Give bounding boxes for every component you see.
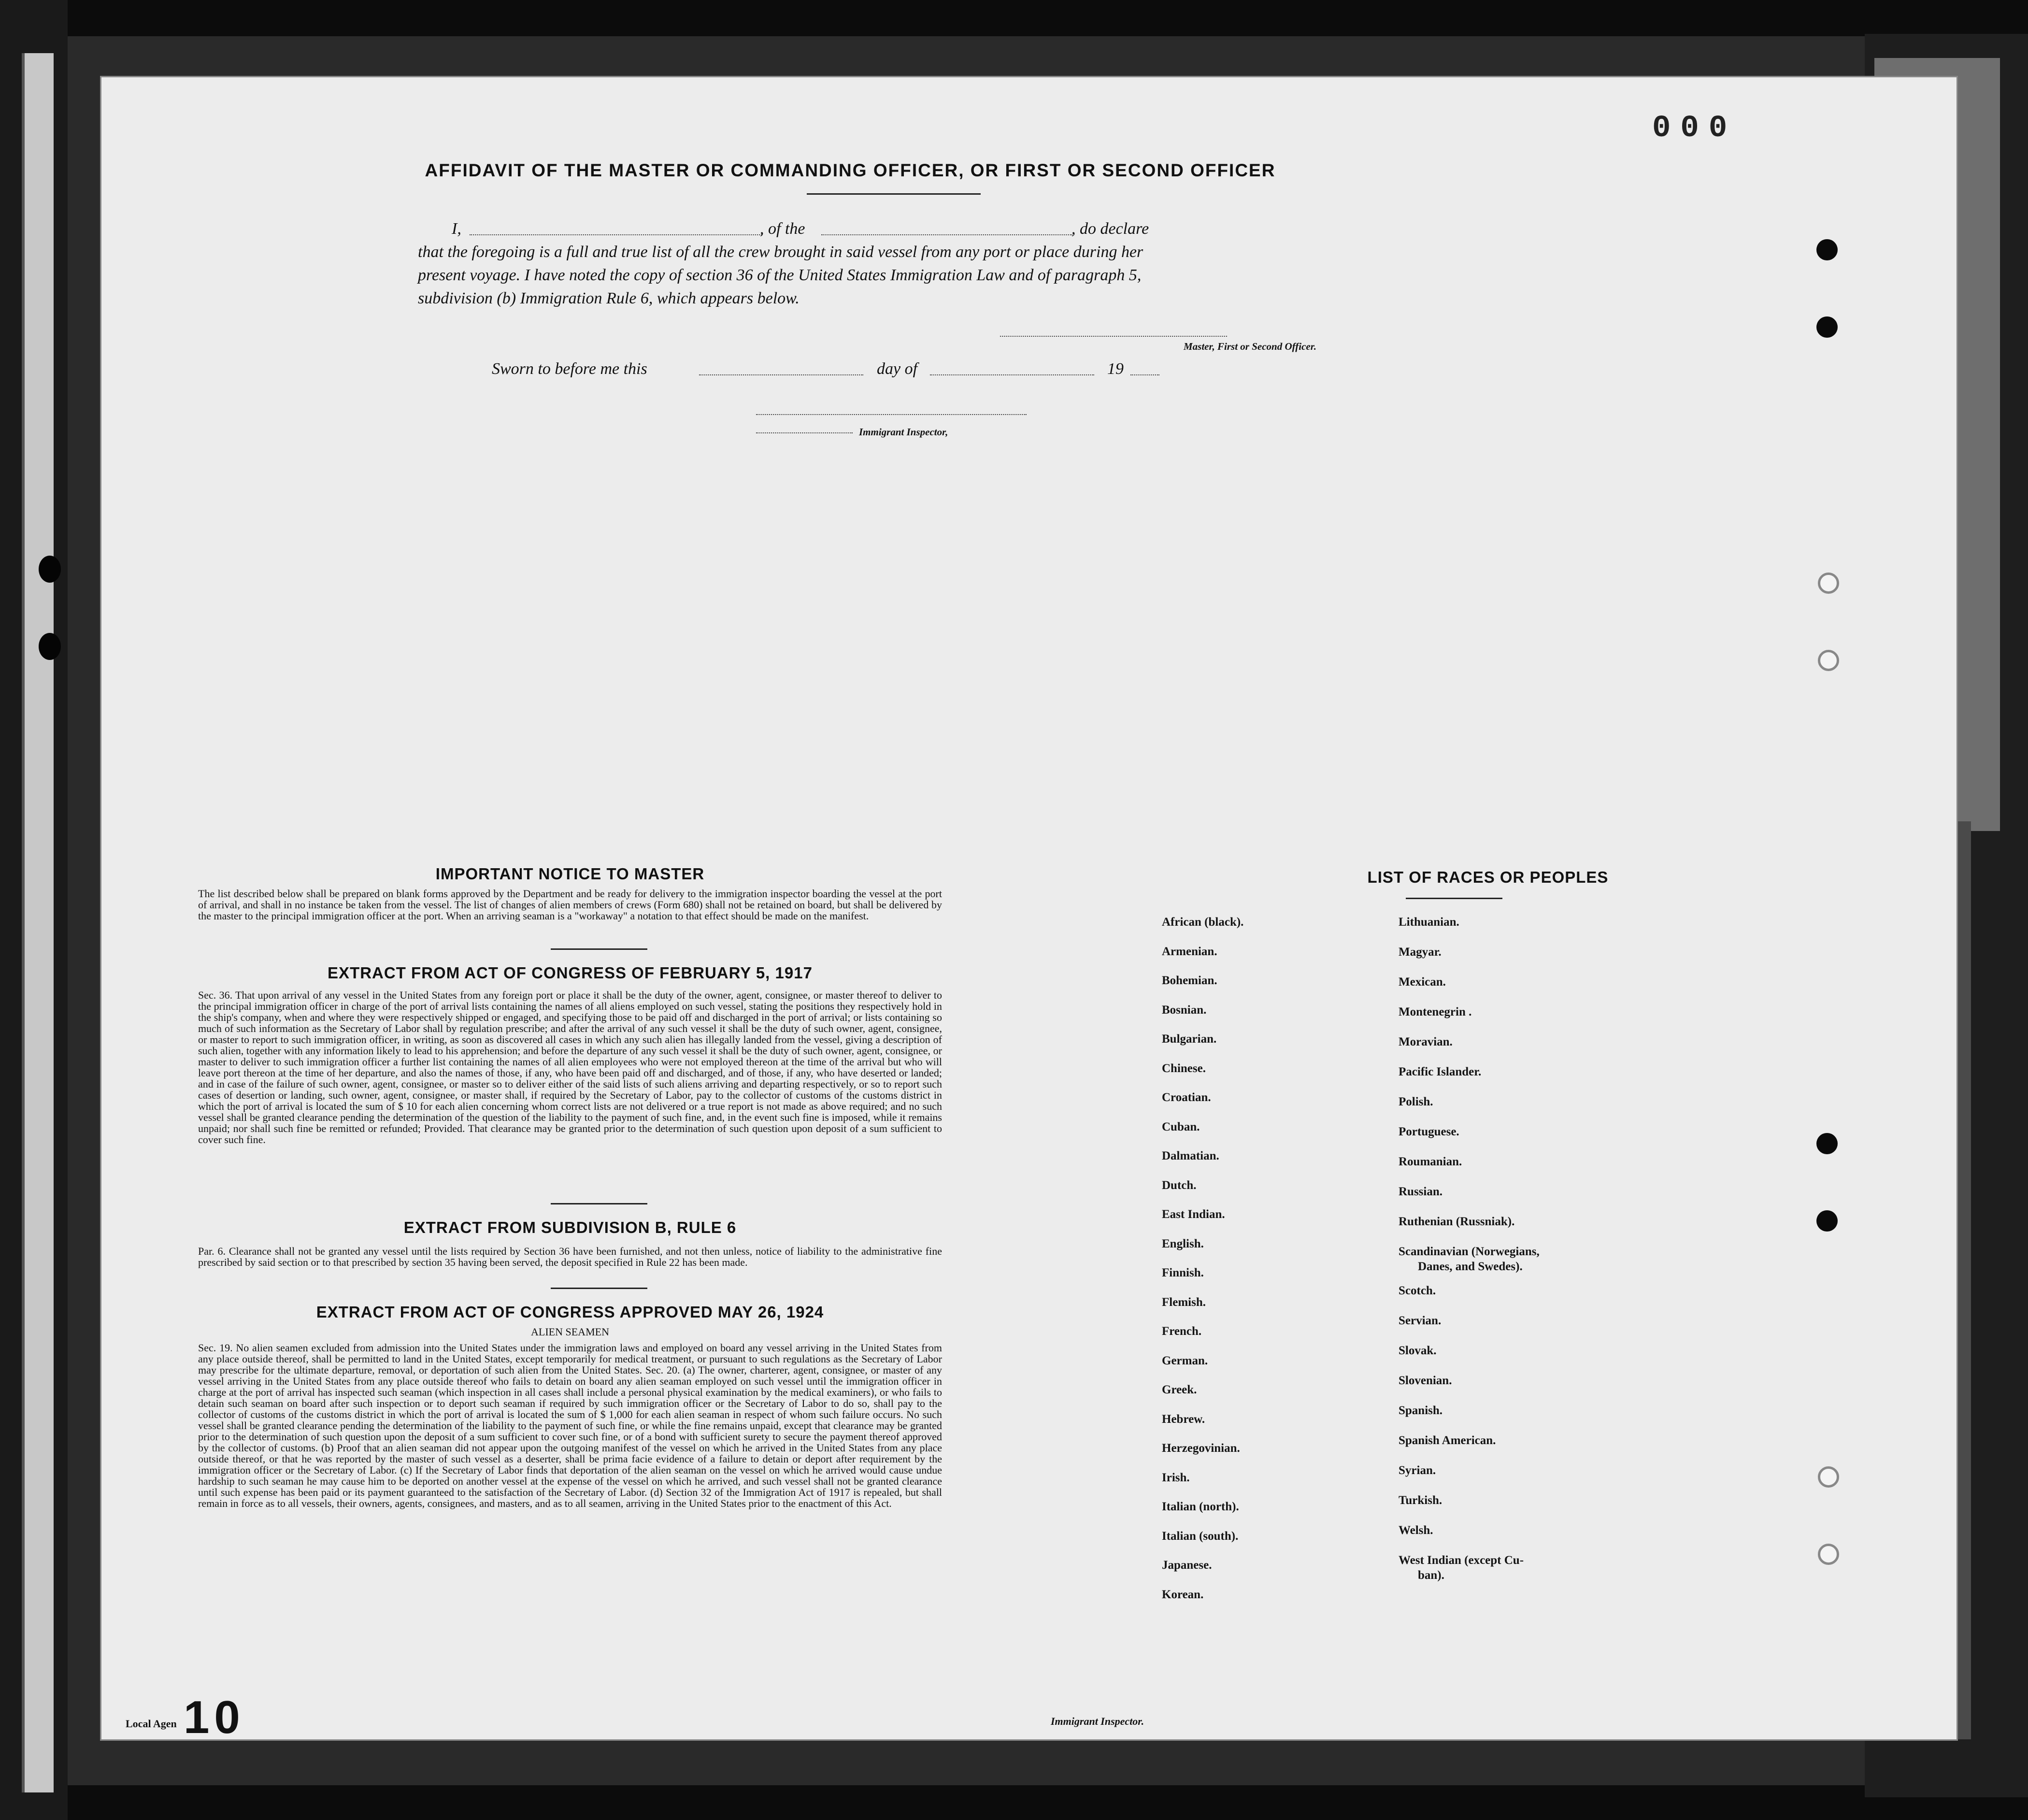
vessel-blank [821,234,1072,235]
race-item: Irish. [1162,1471,1190,1484]
race-item: Turkish. [1399,1494,1442,1507]
race-item: Dutch. [1162,1178,1197,1192]
extract-rule6-divider [551,1288,647,1289]
master-signature-line [1000,336,1227,337]
race-item: Moravian. [1399,1035,1453,1048]
extract-1924-body: Sec. 19. No alien seamen excluded from admission into the United States under the immigration laws and employed on board any vessel arriving in the United States from any place outside thereof, shall be permitted to land in the United States, except temporarily for medical treatment, or pursuant to such regulations as the Secretary of Labor may prescribe for the ultimate departure, removal, or deportation of such alien from the United States. Sec. 20. (a) The owner, charterer, agent, consignee, or master of any vessel arriving in the United States from any place outside thereof who fails to detain on board any alien seaman employed on such vessel until the immigration officer in charge at the port of arrival has inspected such seaman (which inspection in all cases shall include a personal physical examination by the medical examiners), or who fails to detain such seaman on board after such inspection or to deport such seaman if required by such immigration officer or the Secretary of Labor to do so, shall pay to the collector of customs of the customs district in which the port of arrival is located the sum of $ 1,000 for each alien seaman in respect of whom such failure occurs. No such vessel shall be granted clearance pending the determination of the liability to the payment of such fine, or while the fine remains unpaid, except that clearance may be granted prior to the determination of such question upon the deposit of a sum sufficient to cover such fine, or of a bond with sufficient surety to secure the payment thereof approved by the collector of customs. (b) Proof that an alien seaman did not appear upon the outgoing manifest of the vessel on which he arrived in the United States from any place outside thereof, or that he was reported by the master of such vessel as a deserter, shall be prima facie evidence of a failure to detain or deport after requirement by the immigration officer or the Secretary of Labor. (c) If the Secretary of Labor finds that deportation of the alien seaman on the vessel on which he arrived would cause undue hardship to such seaman he may cause him to be deported on another vessel at the expense of the vessel on which he arrived, and such vessel shall not be granted clearance until such expense has been paid or its payment guaranteed to the satisfaction of the Secretary of Labor. (d) Section 32 of the Immigration Act of 1917 is repealed, but shall remain in force as to all vessels, their owners, agents, consignees, and masters, and as to all seamen, arriving in the United States prior to the enactment of this Act. [198,1342,942,1509]
race-item: Cuban. [1162,1120,1200,1133]
affidavit-title: AFFIDAVIT OF THE MASTER OR COMMANDING OFFICER, OR FIRST OR SECOND OFFICER [425,160,1276,180]
race-item: Flemish. [1162,1295,1206,1309]
race-item: Italian (north). [1162,1500,1239,1513]
race-item: Scandinavian (Norwegians, [1399,1245,1540,1258]
race-item: Danes, and Swedes). [1418,1260,1523,1273]
race-item: Spanish. [1399,1404,1443,1417]
race-item: Mexican. [1399,975,1446,989]
race-item: Finnish. [1162,1266,1204,1279]
race-item: Syrian. [1399,1464,1436,1477]
race-item: Magyar. [1399,946,1442,959]
punch-hole-icon [1816,239,1838,260]
name-blank [470,234,762,235]
race-item: Pacific Islander. [1399,1065,1482,1078]
race-item: Italian (south). [1162,1529,1239,1543]
extract-1917-title: EXTRACT FROM ACT OF CONGRESS OF FEBRUARY 5, 1917 [328,964,813,982]
affidavit-declare: , do declare [1071,220,1149,238]
sworn-text: Sworn to before me this [492,360,647,378]
extract-1917-divider [551,1203,647,1204]
extract-rule6-title: EXTRACT FROM SUBDIVISION B, RULE 6 [403,1218,737,1236]
race-item: Hebrew. [1162,1412,1205,1426]
punch-hole-icon [1816,316,1838,338]
stamp-digits: 10 [184,1691,245,1743]
manifest-page [101,77,1957,1743]
notice-body: The list described below shall be prepared on blank forms approved by the Department and be ready for delivery to the immigration inspector boarding the vessel at the port of arrival, and shall in no instance be taken from the vessel. The list of changes of alien members of crews (Form 680) shall not be retained on board, but shall be delivered by the master to the principal immigration officer at the port. When an arriving seaman is a "workaway" a notation to that effect should be made on the manifest. [198,888,942,922]
notice-title: IMPORTANT NOTICE TO MASTER [435,865,705,883]
extract-1924-subtitle: ALIEN SEAMEN [531,1326,609,1338]
master-caption: Master, First or Second Officer. [1184,341,1316,352]
inspector-signature-line [756,414,1027,415]
race-item: Bulgarian. [1162,1032,1217,1046]
race-item: French. [1162,1325,1202,1338]
race-item: Scotch. [1399,1284,1436,1297]
race-item: German. [1162,1354,1208,1367]
race-item: Greek. [1162,1383,1197,1396]
race-item: Portuguese. [1399,1125,1459,1138]
punch-hole-icon [1816,1133,1838,1154]
affidavit-of-the: , of the [760,220,805,238]
punch-hole-icon [1818,1466,1839,1488]
sworn-month-blank [930,374,1094,375]
race-item: Armenian. [1162,945,1217,958]
local-agent-label: Local Agen [126,1718,177,1730]
race-item: East Indian. [1162,1208,1225,1221]
race-item: Dalmatian. [1162,1149,1219,1162]
inspector-line-short [756,432,853,433]
extract-rule6-body: Par. 6. Clearance shall not be granted any vessel until the lists required by Section 36 have been furnished, and not then unless, notice of liability to the administrative fine prescribed by said section or to that prescribed by section 35 having been served, the deposit specified in Rule 22 has been made. [198,1245,942,1268]
race-item: African (black). [1162,916,1244,929]
title-underline [807,193,981,195]
race-item: ban). [1418,1569,1444,1582]
affidavit-line-2: that the foregoing is a full and true list of all the crew brought in said vessel from any port or place during her [418,243,1143,261]
inspector-caption: Immigrant Inspector, [859,426,948,438]
race-item: Servian. [1399,1314,1442,1327]
page-stamp: 000 [1652,111,1737,146]
race-item: West Indian (except Cu- [1399,1554,1524,1567]
race-item: Croatian. [1162,1091,1211,1104]
affidavit-line-3: present voyage. I have noted the copy of section 36 of the United States Immigration Law and of paragraph 5, [418,266,1142,284]
race-item: Montenegrin . [1399,1005,1472,1018]
race-item: English. [1162,1237,1204,1250]
race-item: Lithuanian. [1399,916,1459,929]
race-item: Herzegovinian. [1162,1442,1240,1455]
punch-hole-icon [1816,1210,1838,1232]
footer-inspector: Immigrant Inspector. [1051,1715,1144,1727]
races-title: LIST OF RACES OR PEOPLES [1367,868,1609,886]
race-item: Bosnian. [1162,1003,1207,1017]
races-underline [1406,898,1502,899]
race-item: Korean. [1162,1588,1204,1601]
race-item: Russian. [1399,1185,1443,1198]
extract-1924-title: EXTRACT FROM ACT OF CONGRESS APPROVED MAY 26, 1924 [316,1303,824,1321]
race-item: Slovenian. [1399,1374,1452,1387]
punch-hole-icon [1818,650,1839,671]
day-of-text: day of [877,360,918,378]
affidavit-line-4: subdivision (b) Immigration Rule 6, which appears below. [418,289,800,307]
binding-strip [22,53,54,1792]
extract-1917-body: Sec. 36. That upon arrival of any vessel in the United States from any foreign port or place it shall be the duty of the owner, agent, consignee, or master thereof to deliver to the principal immigration officer in charge of the port of arrival lists containing the names of all aliens employed on such vessel, stating the positions they respectively hold in the ship's company, when and where they were respectively shipped or engaged, and specifying those to be paid off and discharged in the port of arrival; or lists containing so much of such information as the Secretary of Labor shall by regulation prescribe; and after the arrival of any such vessel it shall be the duty of such owner, agent, consignee, or master to report to such immigration officer, in writing, as soon as discovered all cases in which any such alien has illegally landed from the vessel, giving a description of such alien, together with any information likely to lead to his apprehension; and before the departure of any such vessel it shall be the duty of such owner, agent, consignee, or master to deliver to such immigration officer a further list containing the names of all alien employees who were not employed thereon at the time of the arrival but who will leave port thereon at the time of her departure, and also the names of those, if any, who have been paid off and discharged, and of those, if any, who have deserted or landed; and in case of the failure of such owner, agent, consignee, or master so to deliver either of the said lists of such aliens arriving and departing respectively, or so to report such cases of desertion or landing, such owner, agent, consignee, or master shall, if required by the Secretary of Labor, pay to the collector of customs of the customs district in which the port of arrival is located the sum of $ 10 for each alien concerning whom correct lists are not delivered or a true report is not made as above required; and no such vessel shall be granted clearance pending the determination of the question of the liability to the payment of such fine, and, in the event such fine is imposed, while it remains unpaid; nor shall such fine be remitted or refunded; Provided. That clearance may be granted prior to the determination of such question upon deposit of a sum sufficient to cover such fine. [198,989,942,1146]
race-item: Polish. [1399,1095,1433,1108]
punch-hole-icon [1818,573,1839,594]
race-item: Slovak. [1399,1344,1437,1357]
notice-divider [551,948,647,950]
race-item: Chinese. [1162,1061,1206,1075]
binding-hole-icon [39,556,61,583]
binding-hole-icon [39,633,61,660]
race-item: Welsh. [1399,1524,1433,1537]
affidavit-i: I, [452,220,461,238]
year-blank [1130,374,1159,375]
punch-hole-icon [1818,1544,1839,1565]
race-item: Roumanian. [1399,1155,1462,1168]
race-item: Bohemian. [1162,974,1217,987]
race-item: Spanish American. [1399,1434,1496,1447]
sworn-day-blank [699,374,863,375]
race-item: Ruthenian (Russniak). [1399,1215,1515,1228]
year-prefix: 19 [1107,360,1124,378]
race-item: Japanese. [1162,1559,1212,1572]
